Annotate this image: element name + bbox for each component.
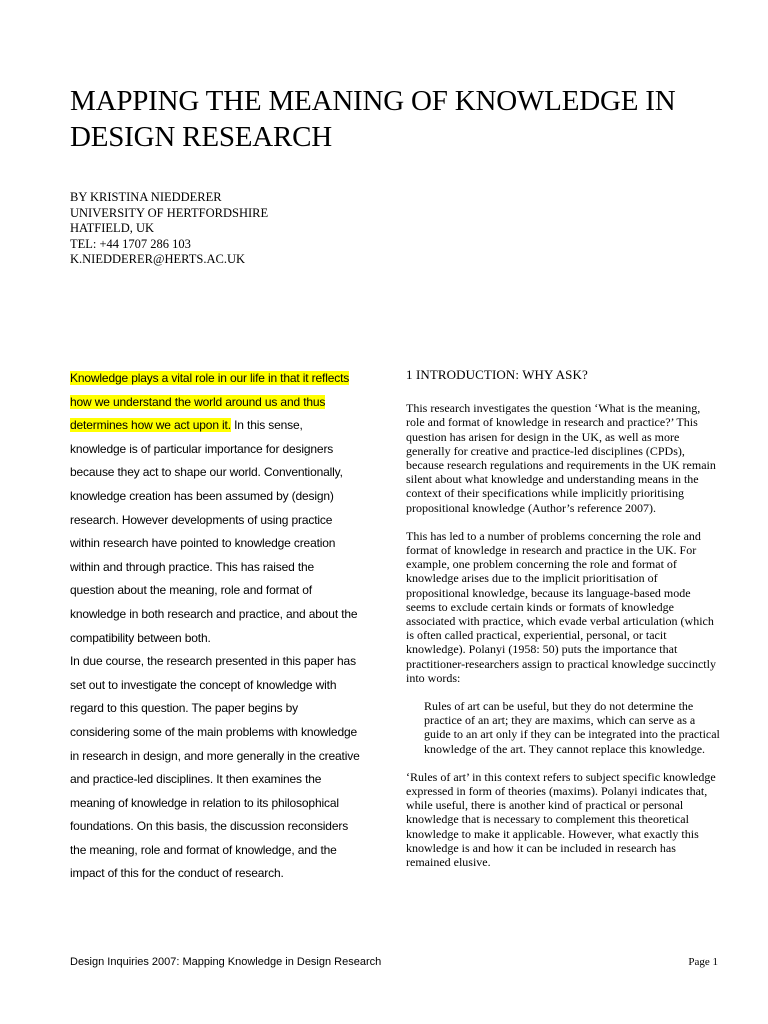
author-block [70,190,268,268]
polanyi-quote: Rules of art can be useful, but they do not determine the practice of an art; they are maxims, which can serve as a guide to an art only if they can be integrated into the practical knowledge of the art. They cannot replace this knowledge. [424,699,720,756]
footer-citation: Design Inquiries 2007: Mapping Knowledge in Design Research [70,956,382,968]
abstract-paragraph-1-rest: In this sense, knowledge is of particular importance for designers because they act to shape our world. Conventionally, knowledge creation has been assumed by (design) research. However developments of using practice within research have pointed to knowledge creation within and through practice. This has raised the question about the meaning, role and format of knowledge in both research and practice, and about the compatibility between both. [70,418,358,645]
author-name: BY KRISTINA NIEDDERER [70,190,222,204]
abstract-column [70,367,360,886]
abstract-paragraph-1 [70,367,360,650]
author-affiliation: UNIVERSITY OF HERTFORDSHIRE [70,205,269,220]
paper-title: MAPPING THE MEANING OF KNOWLEDGE IN DESIGN RESEARCH [70,85,676,153]
author-location: HATFIELD, UK [70,221,155,235]
author-email: K.NIEDDERER@HERTS.AC.UK [70,252,245,266]
introduction-column [406,368,720,883]
intro-paragraph-3: ‘Rules of art’ in this context refers to subject specific knowledge expressed in form of theories (maxims). Polanyi indicates that, while useful, there is another kind of practical or personal knowledge that is necessary to complement this theoretical knowledge to make it applicable. However, what exactly this knowledge is and how it can be included in research has remained elusive. [406,769,716,870]
highlighted-sentence: Knowledge plays a vital role in our life in that it reflects how we understand the world around us and thus determines how we act upon it. [70,371,350,433]
intro-paragraph-1: This research investigates the question ‘What is the meaning, role and format of knowledge in research and practice?’ This question has arisen for design in the UK, as well as more generally for creative and practice-led disciplines (CPDs), because research regulations and requirements in the UK remain silent about what knowledge and understanding means in the context of their specifications while implicitly prioritising propositional knowledge (Author’s reference 2007). [406,401,716,515]
intro-paragraph-2: This has led to a number of problems concerning the role and format of knowledge in research and practice in the UK. For example, one problem concerning the role and format of knowledge arises due to the implicit prioritisation of propositional knowledge, because its language-based mode seems to exclude certain kinds or formats of knowledge associated with practice, which evade verbal articulation (which is often called practical, experiential, personal, or tacit knowledge). Polanyi (1958: 50) puts the importance that practitioner-researchers assign to practical knowledge succinctly into words: [406,528,716,685]
abstract-paragraph-2: In due course, the research presented in this paper has set out to investigate the concept of knowledge with regard to this question. The paper begins by considering some of the main problems with knowledge in research in design, and more generally in the creative and practice-led disciplines. It then examines the meaning of knowledge in relation to its philosophical foundations. On this basis, the discussion reconsiders the meaning, role and format of knowledge, and the impact of this for the conduct of research. [70,654,360,881]
section-heading: 1 INTRODUCTION: WHY ASK? [406,367,588,382]
page-number: Page 1 [688,956,718,968]
author-telephone: TEL: +44 1707 286 103 [70,236,191,251]
